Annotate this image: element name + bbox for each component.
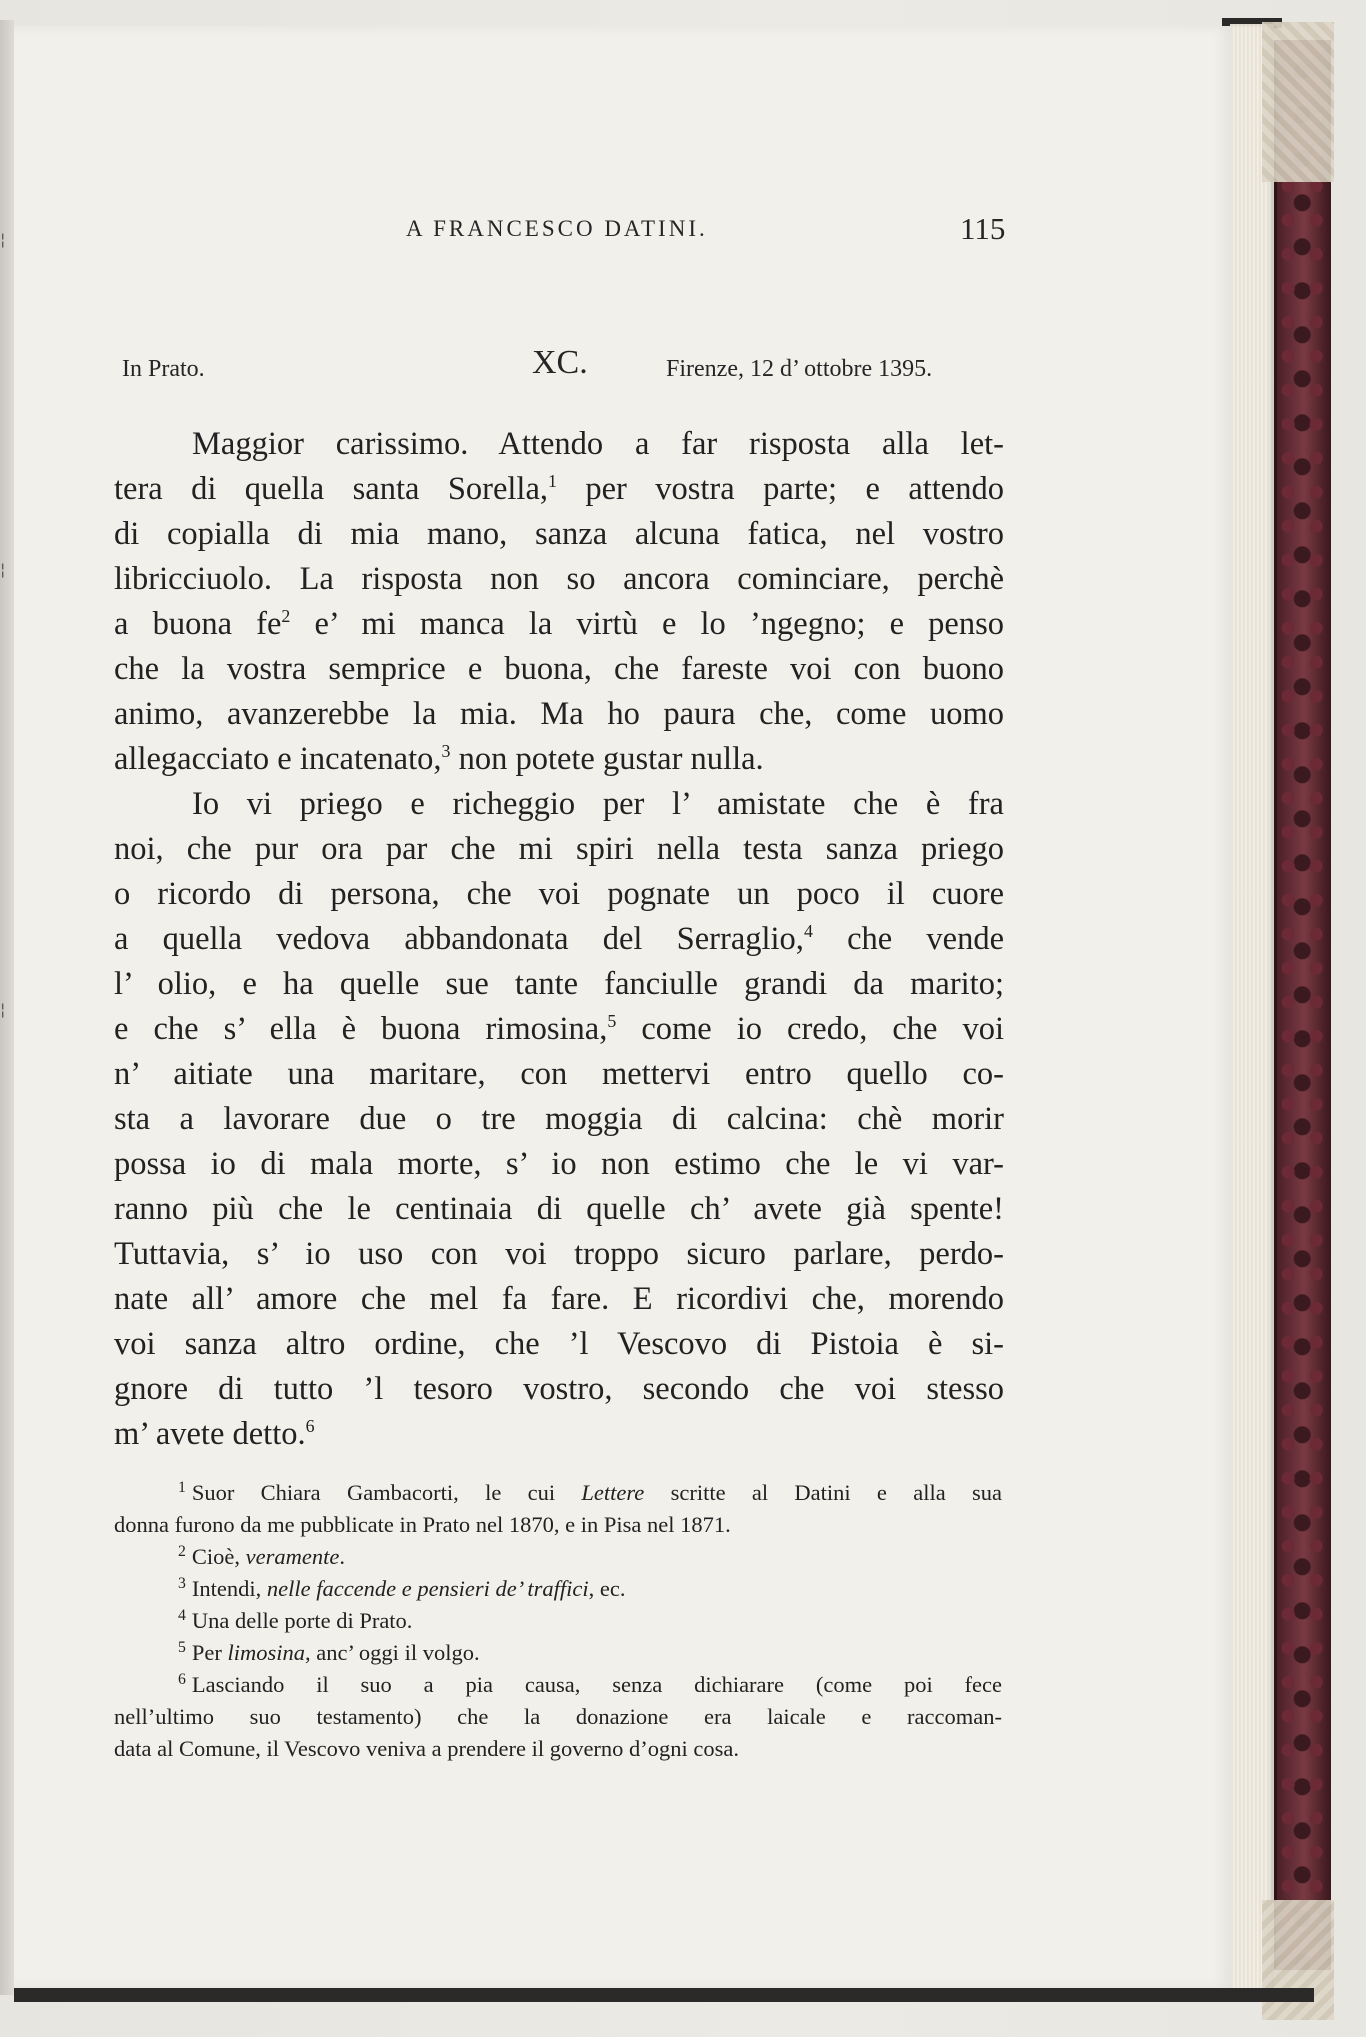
body-line: n’ aitiate una maritare, con mettervi entro quello co-: [114, 1056, 1004, 1092]
body-line: animo, avanzerebbe la mia. Ma ho paura che, come uomo: [114, 696, 1004, 732]
bleed-through-mark: ¦: [0, 230, 6, 249]
book-page: [14, 26, 1232, 1988]
torn-tailband: [1262, 1900, 1334, 2020]
body-line: gnore di tutto ’l tesoro vostro, secondo che voi stesso: [114, 1371, 1004, 1407]
body-line: libricciuolo. La risposta non so ancora cominciare, perchè: [114, 561, 1004, 597]
page-stack-edges: [1230, 24, 1274, 1994]
footnote-1-line-2: donna furono da me pubblicate in Prato nel 1870, e in Pisa nel 1871.: [114, 1512, 731, 1537]
body-line: Io vi priego e richeggio per l’ amistate che è fra: [192, 786, 1004, 822]
letter-recipient: In Prato.: [122, 356, 205, 382]
body-line: l’ olio, e ha quelle sue tante fanciulle grandi da marito;: [114, 966, 1004, 1002]
bleed-through-mark: ¦: [0, 560, 6, 579]
body-line: voi sanza altro ordine, che ’l Vescovo di Pistoia è si-: [114, 1326, 1004, 1362]
body-line: a buona $fe^2$ e’ mi manca la virtù e lo ’ngegno; e penso: [114, 606, 1004, 642]
running-head: A FRANCESCO DATINI.: [406, 216, 708, 241]
body-line: Tuttavia, s’ io uso con voi troppo sicuro parlare, perdo-: [114, 1236, 1004, 1272]
footnote-1: $^1$ Suor Chiara Gambacorti, le cui Lettere scritte al Datini e alla sua: [178, 1478, 1002, 1505]
body-line: o ricordo di persona, che voi pognate un poco il cuore: [114, 876, 1004, 912]
page-number: 115: [960, 211, 1006, 246]
footnote-6: $^6$ Lasciando il suo a pia causa, senza dichiarare (come poi fece: [178, 1670, 1002, 1697]
body-line: tera di quella santa Sorella,$^1$ per vostra parte; e attendo: [114, 471, 1004, 507]
body-line: ranno più che le centinaia di quelle ch’ avete già spente!: [114, 1191, 1004, 1227]
torn-headband: [1262, 22, 1334, 182]
footnote-4: $^4$ Una delle porte di Prato.: [178, 1606, 413, 1633]
body-line: Maggior carissimo. Attendo a far risposta alla let-: [192, 426, 1004, 462]
book-cover-bottom-edge: [14, 1988, 1314, 2002]
body-line: sta a lavorare due o tre moggia di calcina: chè morir: [114, 1101, 1004, 1137]
body-line: noi, che pur ora par che mi spiri nella testa sanza priego: [114, 831, 1004, 867]
body-line: a quella vedova abbandonata del Serraglio,$^4$ che vende: [114, 921, 1004, 957]
bleed-through-mark: ¦: [0, 1000, 6, 1019]
footnote-5: $^5$ Per limosina, anc’ oggi il volgo.: [178, 1638, 480, 1665]
footnote-ref: 5: [607, 1011, 617, 1032]
body-line: e che s’ ella è buona rimosina,$^5$ come io credo, che voi: [114, 1011, 1005, 1047]
footnote-2: $^2$ Cioè, veramente.: [178, 1542, 345, 1569]
body-line: nate all’ amore che mel fa fare. E ricordivi che, morendo: [114, 1281, 1004, 1317]
marbled-binding: [1274, 40, 1331, 1970]
footnote-ref: 3: [441, 741, 451, 762]
body-line: allegacciato e incatenato,$^3$ non potete gustar nulla.: [114, 741, 764, 777]
footnote-6-line-2: nell’ultimo suo testamento) che la donazione era laicale e raccoman-: [114, 1704, 1002, 1729]
footnote-ref: 6: [305, 1416, 315, 1437]
footnote-ref: 2: [281, 606, 291, 627]
footnote-3: $^3$ Intendi, nelle faccende e pensieri de’ traffici, ec.: [178, 1574, 626, 1601]
body-line: che la vostra semprice e buona, che fareste voi con buono: [114, 651, 1004, 687]
letter-dateline: Firenze, 12 d’ ottobre 1395.: [666, 356, 933, 382]
footnote-ref: 4: [803, 921, 813, 942]
body-line: possa io di mala morte, s’ io non estimo che le vi var-: [114, 1146, 1004, 1182]
footnote-ref: 1: [548, 471, 557, 492]
footnote-6-line-3: data al Comune, il Vescovo veniva a prendere il governo d’ogni cosa.: [114, 1736, 740, 1761]
body-line: di copialla di mia mano, sanza alcuna fatica, nel vostro: [114, 516, 1004, 552]
body-line: m’ avete detto.$^6$: [114, 1416, 315, 1452]
letter-number: XC.: [532, 344, 588, 381]
